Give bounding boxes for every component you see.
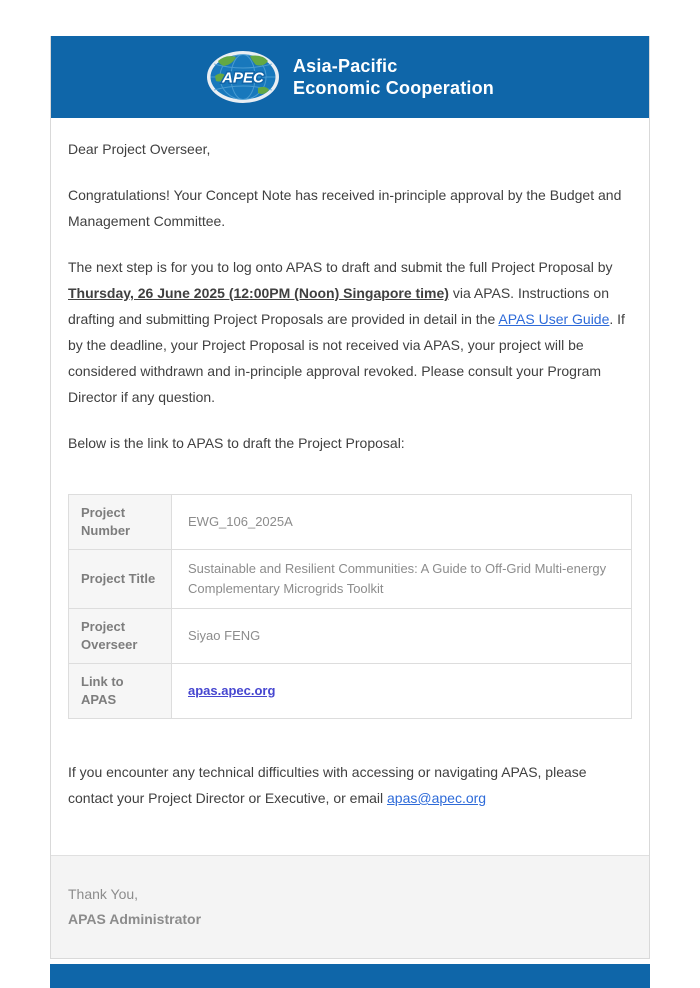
email-container bbox=[50, 36, 650, 959]
email-header bbox=[51, 36, 649, 118]
project-overseer-label: Project Overseer bbox=[69, 609, 172, 664]
project-overseer-value: Siyao FENG bbox=[172, 609, 632, 664]
link-to-apas-label: Link to APAS bbox=[69, 664, 172, 719]
link-to-apas-value bbox=[172, 664, 632, 719]
table-row-project-number bbox=[69, 495, 632, 550]
table-row-project-title bbox=[69, 550, 632, 609]
footer-signature: APAS Administrator bbox=[68, 911, 202, 927]
footer-thanks: Thank You, bbox=[68, 886, 139, 902]
support-email-link[interactable]: apas@apec.org bbox=[387, 790, 487, 806]
paragraph-link-intro: Below is the link to APAS to draft the Project Proposal: bbox=[68, 435, 405, 451]
project-number-value: EWG_106_2025A bbox=[172, 495, 632, 550]
apas-user-guide-link[interactable]: APAS User Guide bbox=[498, 311, 610, 327]
org-name-line2: Economic Cooperation bbox=[292, 78, 494, 98]
next-step-text-closing: . If by the deadline, your Project Proposal is not received via APAS, your project will be considered withdrawn and in-principle approval revoked. Please consult your Program Director if any question. bbox=[68, 311, 625, 405]
paragraph-next-step bbox=[68, 254, 632, 410]
project-number-label: Project Number bbox=[69, 495, 172, 550]
email-body bbox=[51, 118, 649, 855]
project-details-table bbox=[68, 494, 632, 719]
email-footer bbox=[51, 855, 649, 958]
apas-url-link[interactable]: apas.apec.org bbox=[188, 683, 276, 698]
project-title-label: Project Title bbox=[69, 550, 172, 609]
svg-text:APEC: APEC bbox=[222, 69, 264, 87]
support-text: If you encounter any technical difficulties with accessing or navigating APAS, please contact your Project Director or Executive, or email bbox=[68, 764, 587, 806]
paragraph-support bbox=[68, 759, 632, 811]
apec-globe-logo-icon bbox=[206, 50, 280, 104]
org-name bbox=[293, 55, 494, 99]
project-title-value: Sustainable and Resilient Communities: A Guide to Off-Grid Multi-energy Complementary Microgrids Toolkit bbox=[172, 550, 632, 609]
table-row-link-to-apas bbox=[69, 664, 632, 719]
greeting: Dear Project Overseer, bbox=[68, 141, 211, 157]
next-step-text-mid: via APAS. Instructions on drafting and submitting Project Proposals are provided in detail in the bbox=[68, 285, 609, 327]
next-step-text-before: The next step is for you to log onto APAS to draft and submit the full Project Proposal by bbox=[68, 259, 613, 275]
bottom-brand-bar bbox=[50, 964, 650, 988]
table-row-project-overseer bbox=[69, 609, 632, 664]
paragraph-congratulations: Congratulations! Your Concept Note has received in-principle approval by the Budget and Management Committee. bbox=[68, 187, 622, 229]
org-name-line1: Asia-Pacific bbox=[292, 56, 398, 76]
submission-deadline: Thursday, 26 June 2025 (12:00PM (Noon) Singapore time) bbox=[68, 285, 449, 301]
